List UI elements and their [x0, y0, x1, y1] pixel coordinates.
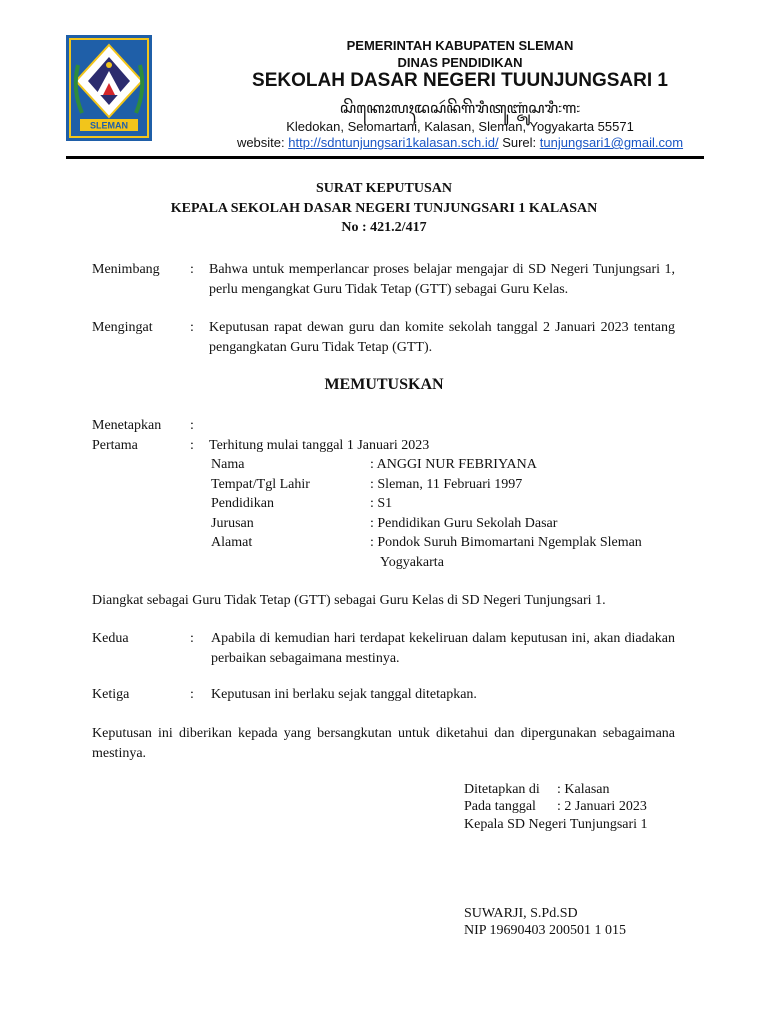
- field-label-major: Jurusan: [211, 516, 254, 531]
- sleman-regency-emblem: [66, 35, 152, 141]
- document-number: No : 421.2/417: [341, 220, 427, 235]
- email-label: Surel:: [502, 135, 537, 150]
- field-label-address: Alamat: [211, 535, 253, 550]
- email-link[interactable]: tunjungsari1@gmail.com: [539, 135, 684, 150]
- place-value: : Kalasan: [557, 782, 610, 797]
- menimbang-text: Bahwa untuk memperlancar proses belajar mengajar di SD Negeri Tunjungsari 1, perlu mengangkat Guru Tidak Tetap (GTT) sebagai Guru Kelas.: [209, 262, 675, 297]
- ketiga-text: Keputusan ini berlaku sejak tanggal ditetapkan.: [211, 687, 477, 702]
- government-name: PEMERINTAH KABUPATEN SLEMAN: [346, 38, 574, 53]
- pertama-text: Terhitung mulai tanggal 1 Januari 2023: [209, 438, 430, 453]
- logo-sleman-text: SLEMAN: [90, 120, 128, 131]
- place-label: Ditetapkan di: [464, 782, 540, 797]
- website-link[interactable]: http://sdntunjungsari1kalasan.sch.id/: [288, 135, 499, 150]
- kedua-label: Kedua: [92, 631, 129, 646]
- field-label-nama: Nama: [211, 457, 245, 472]
- date-value: : 2 Januari 2023: [557, 799, 647, 814]
- field-value-nama: : ANGGI NUR FEBRIYANA: [370, 457, 537, 472]
- pertama-colon: :: [190, 438, 194, 453]
- javanese-school-name: ꦱꦼꦏꦺꦴꦭꦃꦢꦱꦂꦤꦼꦒꦼꦫꦶꦠꦸꦚ꧀ꦗꦸꦁꦱꦫꦶ꧇꧑꧇: [339, 101, 581, 117]
- field-label-birth: Tempat/Tgl Lahir: [211, 477, 310, 492]
- school-name: SEKOLAH DASAR NEGERI TUUNJUNGSARI 1: [252, 70, 668, 91]
- date-label: Pada tanggal: [464, 799, 536, 814]
- agency-name: DINAS PENDIDIKAN: [397, 55, 523, 70]
- field-value-address-cont: Yogyakarta: [380, 555, 444, 570]
- decision-heading: MEMUTUSKAN: [324, 376, 444, 393]
- mengingat-label: Mengingat: [92, 320, 153, 335]
- field-value-major: : Pendidikan Guru Sekolah Dasar: [370, 516, 558, 531]
- website-label: website:: [236, 135, 285, 150]
- ketiga-colon: :: [190, 687, 194, 702]
- menimbang-colon: :: [190, 262, 194, 277]
- letterhead-divider: [66, 156, 704, 159]
- field-value-address: : Pondok Suruh Bimomartani Ngemplak Sleman: [370, 535, 642, 550]
- field-label-education: Pendidikan: [211, 496, 274, 511]
- menetapkan-label: Menetapkan: [92, 418, 162, 433]
- appointment-statement: Diangkat sebagai Guru Tidak Tetap (GTT) sebagai Guru Kelas di SD Negeri Tunjungsari 1.: [92, 593, 606, 608]
- field-value-birth: : Sleman, 11 Februari 1997: [370, 477, 523, 492]
- document-title: SURAT KEPUTUSAN: [315, 181, 452, 196]
- kedua-colon: :: [190, 631, 194, 646]
- document-subtitle: KEPALA SEKOLAH DASAR NEGERI TUNJUNGSARI 1 KALASAN: [170, 201, 598, 216]
- mengingat-text: Keputusan rapat dewan guru dan komite sekolah tanggal 2 Januari 2023 tentang pengangkatan Guru Tidak Tetap (GTT).: [209, 320, 675, 355]
- signer-nip: NIP 19690403 200501 1 015: [464, 923, 627, 938]
- contact-line: [160, 135, 760, 150]
- closing-statement: Keputusan ini diberikan kepada yang bersangkutan untuk diketahui dan dipergunakan sebagaimana mestinya.: [92, 726, 675, 761]
- mengingat-colon: :: [190, 320, 194, 335]
- menimbang-label: Menimbang: [92, 262, 160, 277]
- pertama-label: Pertama: [92, 438, 138, 453]
- school-address: Kledokan, Selomartani, Kalasan, Sleman, Yogyakarta 55571: [286, 119, 634, 134]
- signer-position: Kepala SD Negeri Tunjungsari 1: [464, 817, 648, 832]
- signer-name: SUWARJI, S.Pd.SD: [464, 906, 578, 921]
- ketiga-label: Ketiga: [92, 687, 130, 702]
- menetapkan-colon: :: [190, 418, 194, 433]
- kedua-text: Apabila di kemudian hari terdapat kekeliruan dalam keputusan ini, akan diadakan perbaikan sebagaimana mestinya.: [211, 631, 675, 666]
- field-value-education: : S1: [370, 496, 393, 511]
